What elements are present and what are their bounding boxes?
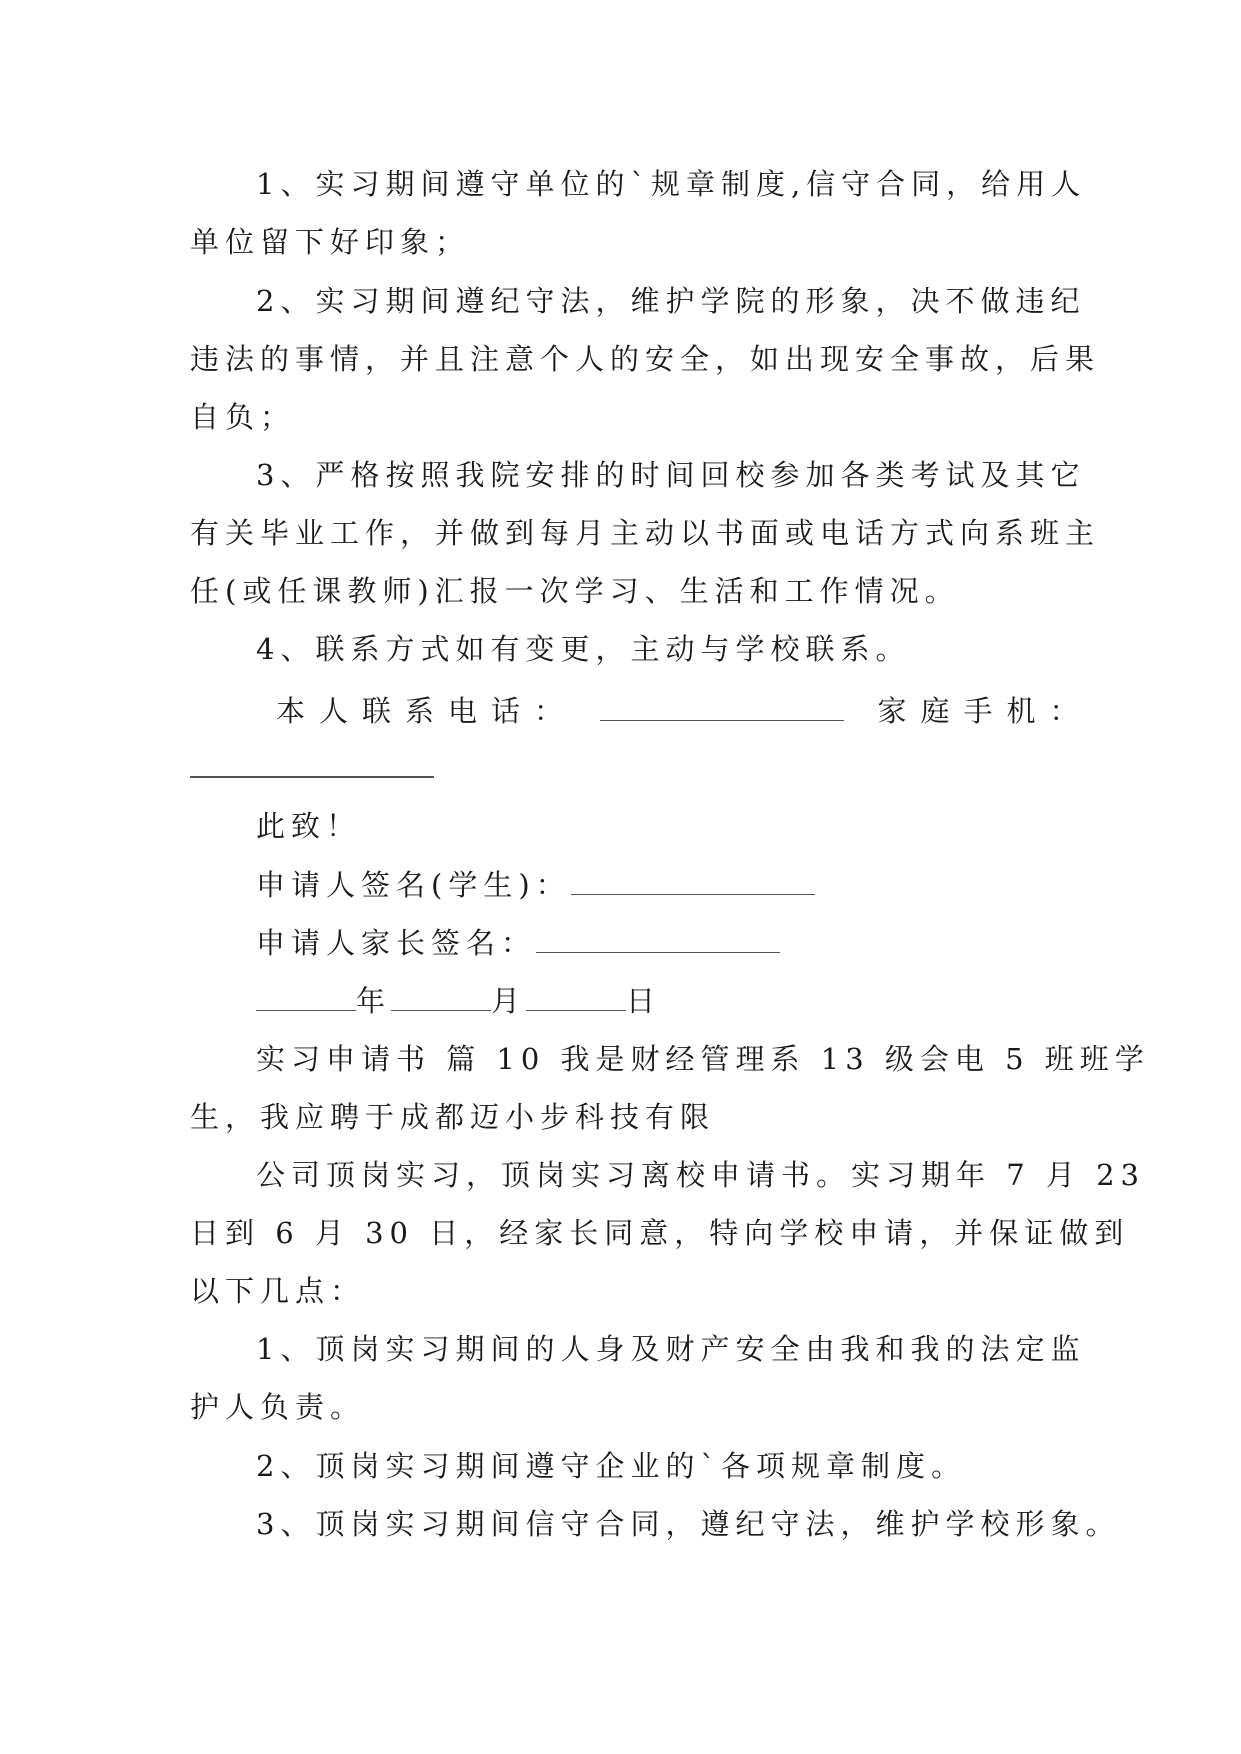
month-label: 月: [491, 984, 527, 1018]
year-blank[interactable]: [256, 980, 356, 1011]
paragraph-line: 生，我应聘于成都迈小步科技有限: [190, 1100, 716, 1134]
student-signature-label: 申请人签名(学生)：: [256, 868, 571, 902]
paragraph-line: 3、严格按照我院安排的时间回校参加各类考试及其它: [256, 458, 1086, 492]
paragraph-line: 单位留下好印象；: [190, 225, 471, 259]
year-label: 年: [356, 984, 392, 1018]
paragraph-line: 4、联系方式如有变更，主动与学校联系。: [256, 632, 911, 666]
paragraph-line: 有关毕业工作，并做到每月主动以书面或电话方式向系班主: [190, 516, 1101, 550]
date-row: [256, 980, 1116, 1021]
home-phone-blank[interactable]: [190, 776, 434, 778]
paragraph-line: 违法的事情，并且注意个人的安全，如出现安全事故，后果: [190, 342, 1101, 376]
month-blank[interactable]: [391, 980, 491, 1011]
day-label: 日: [626, 984, 662, 1018]
paragraph-line: 3、顶岗实习期间信守合同，遵纪守法，维护学校形象。: [256, 1507, 1121, 1541]
paragraph-line: 实习申请书 篇 10 我是财经管理系 13 级会电 5 班班学: [256, 1042, 1150, 1076]
student-signature-row: [256, 864, 1116, 905]
contact-phone-row: [276, 690, 1093, 731]
paragraph-line: 1、实习期间遵守单位的`规章制度,信守合同，给用人: [256, 167, 1087, 201]
parent-signature-row: [256, 922, 1116, 963]
paragraph-line: 护人负责。: [190, 1390, 366, 1424]
paragraph-line: 2、顶岗实习期间遵守企业的`各项规章制度。: [256, 1449, 966, 1483]
parent-signature-blank[interactable]: [536, 922, 780, 953]
home-phone-label: 家庭手机：: [877, 694, 1093, 728]
paragraph-line: 公司顶岗实习，顶岗实习离校申请书。实习期年 7 月 23: [256, 1158, 1146, 1192]
closing-line: 此致！: [256, 809, 362, 843]
parent-signature-label: 申请人家长签名：: [256, 926, 537, 960]
paragraph-line: 以下几点：: [190, 1274, 366, 1308]
paragraph-line: 任(或任课教师)汇报一次学习、生活和工作情况。: [190, 574, 960, 608]
paragraph-line: 自负；: [190, 400, 296, 434]
paragraph-line: 日到 6 月 30 日，经家长同意，特向学校申请，并保证做到: [190, 1216, 1130, 1250]
paragraph-line: 2、实习期间遵纪守法，维护学院的形象，决不做违纪: [256, 284, 1086, 318]
student-signature-blank[interactable]: [571, 864, 815, 895]
phone-blank[interactable]: [600, 690, 844, 721]
paragraph-line: 1、顶岗实习期间的人身及财产安全由我和我的法定监: [256, 1332, 1086, 1366]
phone-label: 本人联系电话：: [276, 694, 578, 728]
day-blank[interactable]: [526, 980, 626, 1011]
